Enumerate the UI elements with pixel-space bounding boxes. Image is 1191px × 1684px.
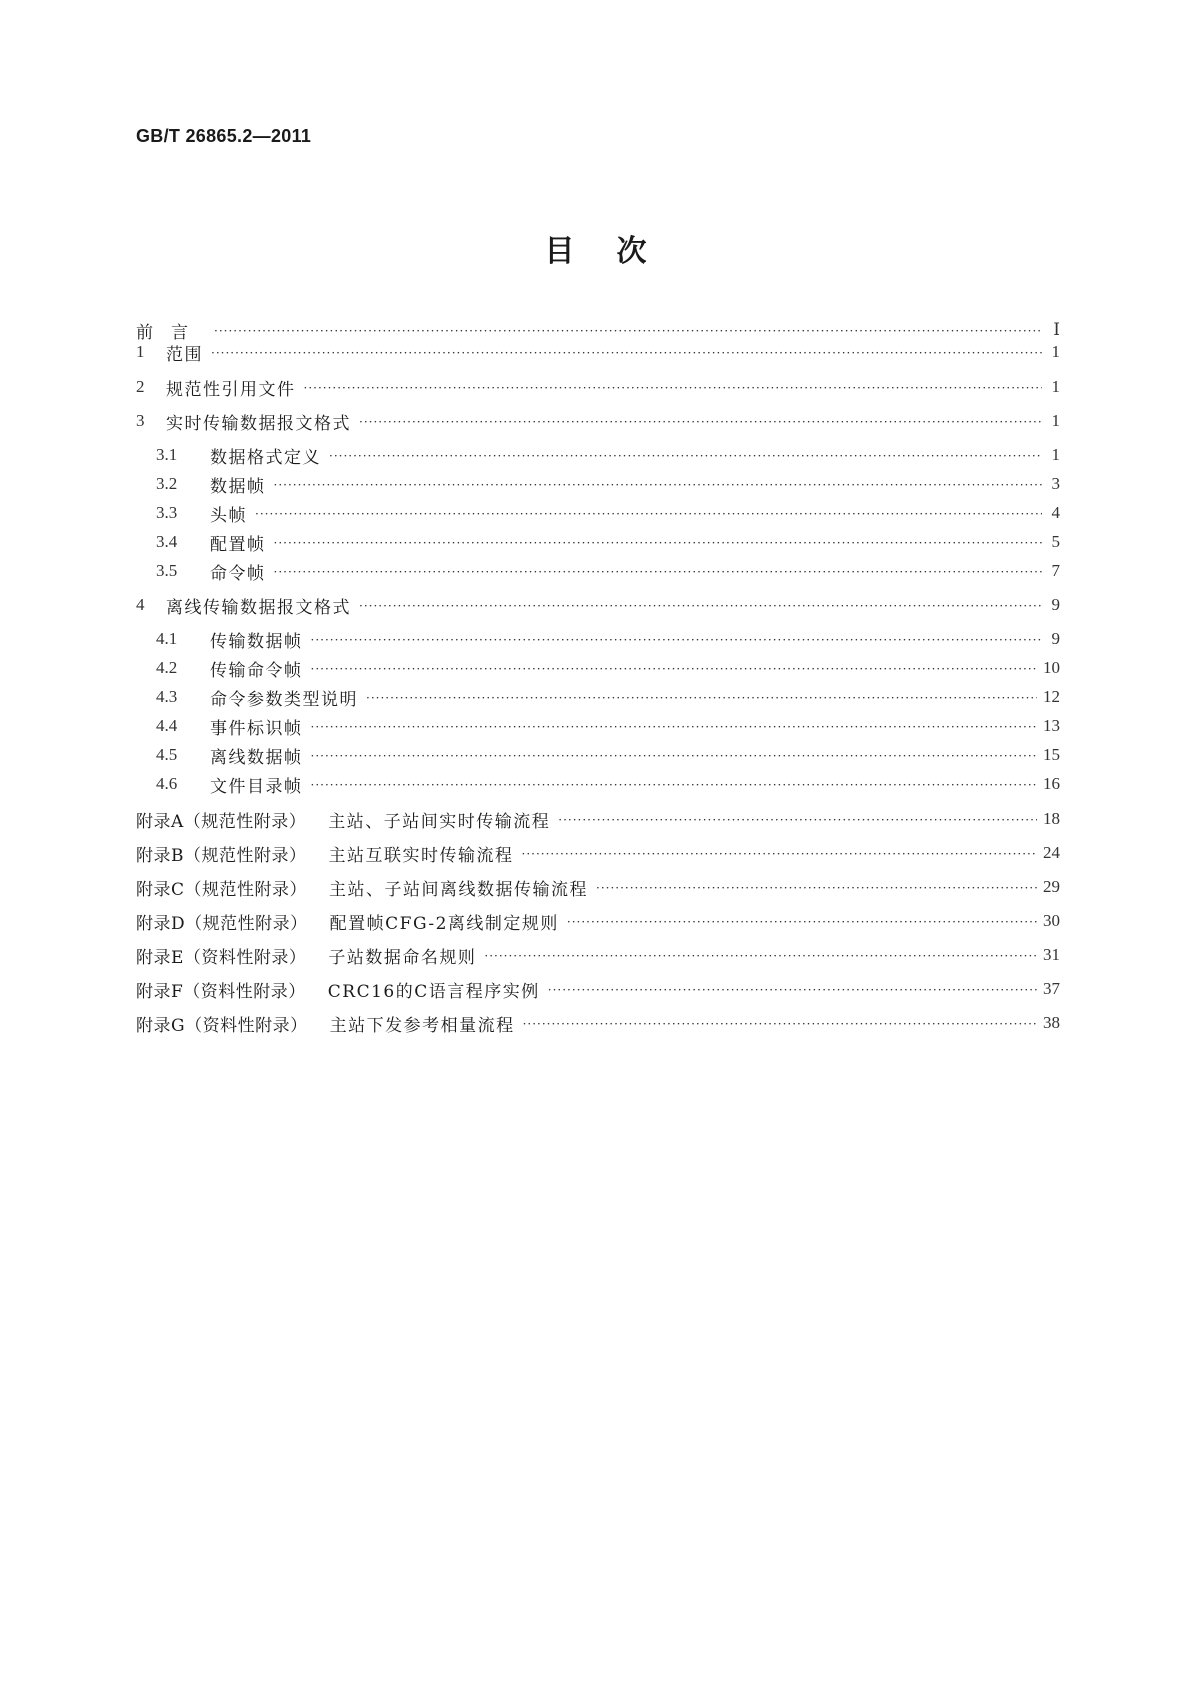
toc-entry-page: 9 <box>1051 595 1060 614</box>
dot-leader <box>558 811 1037 829</box>
page-title: 目次 <box>544 234 689 269</box>
toc-entry-4-5[interactable] <box>136 743 1060 767</box>
toc-entry-page: 12 <box>1043 687 1060 706</box>
toc-entry-label: 规范性引用文件 <box>166 379 296 400</box>
toc-entry-1[interactable] <box>136 340 1060 364</box>
toc-entry-title: 配置帧CFG-2离线制定规则 <box>329 913 559 934</box>
toc-entry-page: 18 <box>1043 809 1060 828</box>
toc-entry-label: 命令参数类型说明 <box>210 689 358 710</box>
toc-entry-title: 主站、子站间离线数据传输流程 <box>329 879 589 900</box>
toc-entry-3-3[interactable] <box>136 501 1060 525</box>
toc-entry-3-5[interactable] <box>136 559 1060 583</box>
toc-entry-appendix-b[interactable] <box>136 841 1060 865</box>
toc-entry-page: 1 <box>1051 342 1060 361</box>
dot-leader <box>548 981 1037 999</box>
dot-leader <box>311 718 1038 736</box>
dot-leader <box>274 563 1043 581</box>
toc-entry-label: 数据格式定义 <box>210 447 321 468</box>
toc-entry-3-2[interactable] <box>136 472 1060 496</box>
toc-entry-label: 文件目录帧 <box>210 776 303 797</box>
toc-entry-title: 主站互联实时传输流程 <box>328 845 514 866</box>
toc-entry-label: 附录D（规范性附录） <box>136 913 308 934</box>
toc-entry-page: Ⅰ <box>1053 320 1060 339</box>
toc-entry-page: 1 <box>1051 445 1060 464</box>
toc-entry-appendix-e[interactable] <box>136 943 1060 967</box>
toc-entry-page: 29 <box>1043 877 1060 896</box>
dot-leader <box>366 689 1037 707</box>
dot-leader <box>311 660 1038 678</box>
toc-entry-4-6[interactable] <box>136 772 1060 796</box>
dot-leader <box>359 597 1042 615</box>
toc-entry-label: 范围 <box>166 344 203 365</box>
toc-entry-page: 5 <box>1051 532 1060 551</box>
toc-entry-number: 3.1 <box>156 445 178 464</box>
toc-entry-label: 离线数据帧 <box>210 747 303 768</box>
toc-entry-appendix-d[interactable] <box>136 909 1060 933</box>
toc-entry-label: 命令帧 <box>210 563 266 584</box>
toc-entry-number: 4.5 <box>156 745 178 764</box>
toc-entry-number: 4.2 <box>156 658 178 677</box>
dot-leader <box>596 879 1037 897</box>
toc-entry-page: 1 <box>1051 377 1060 396</box>
dot-leader <box>311 747 1038 765</box>
toc-entry-number: 4.1 <box>156 629 178 648</box>
toc-entry-page: 9 <box>1051 629 1060 648</box>
toc-entry-page: 31 <box>1043 945 1060 964</box>
toc-entry-page: 3 <box>1051 474 1060 493</box>
dot-leader <box>274 534 1043 552</box>
toc-entry-page: 1 <box>1051 411 1060 430</box>
toc-entry-title: 子站数据命名规则 <box>328 947 477 968</box>
toc-entry-3-4[interactable] <box>136 530 1060 554</box>
toc-entry-appendix-c[interactable] <box>136 875 1060 899</box>
toc-entry-number: 1 <box>136 342 145 361</box>
toc-entry-4-3[interactable] <box>136 685 1060 709</box>
toc-entry-appendix-f[interactable] <box>136 977 1060 1001</box>
dot-leader <box>274 476 1043 494</box>
toc-entry-number: 3.5 <box>156 561 178 580</box>
dot-leader <box>523 1015 1037 1033</box>
toc-entry-title: CRC16的C语言程序实例 <box>327 981 540 1002</box>
toc-entry-label: 附录F（资料性附录） <box>136 981 306 1002</box>
toc-entry-label: 离线传输数据报文格式 <box>166 597 351 618</box>
toc-entry-number: 3.2 <box>156 474 178 493</box>
toc-entry-label: 头帧 <box>210 505 247 526</box>
toc-entry-3[interactable] <box>136 409 1060 433</box>
toc-entry-page: 38 <box>1043 1013 1060 1032</box>
toc-entry-number: 2 <box>136 377 145 396</box>
dot-leader <box>214 322 1042 340</box>
toc-entry-label: 配置帧 <box>210 534 266 555</box>
dot-leader <box>567 913 1037 931</box>
toc-entry-label: 附录B（规范性附录） <box>136 845 307 866</box>
toc-entry-appendix-a[interactable] <box>136 807 1060 831</box>
toc-entry-page: 4 <box>1051 503 1060 522</box>
toc-entry-foreword[interactable] <box>136 318 1060 342</box>
toc-entry-label: 附录C（规范性附录） <box>136 879 308 900</box>
dot-leader <box>329 447 1042 465</box>
toc-entry-page: 7 <box>1051 561 1060 580</box>
toc-entry-4-1[interactable] <box>136 627 1060 651</box>
toc-entry-number: 4.4 <box>156 716 178 735</box>
toc-entry-label: 实时传输数据报文格式 <box>166 413 351 434</box>
toc-entry-label: 附录A（规范性附录） <box>136 811 307 832</box>
toc-entry-number: 4 <box>136 595 145 614</box>
toc-entry-2[interactable] <box>136 375 1060 399</box>
toc-entry-number: 4.3 <box>156 687 178 706</box>
toc-entry-label: 前言 <box>136 322 206 343</box>
toc-entry-4-2[interactable] <box>136 656 1060 680</box>
dot-leader <box>255 505 1042 523</box>
toc-entry-page: 13 <box>1043 716 1060 735</box>
dot-leader <box>484 947 1037 965</box>
dot-leader <box>522 845 1038 863</box>
toc-entry-title: 主站下发参考相量流程 <box>329 1015 515 1036</box>
toc-entry-page: 15 <box>1043 745 1060 764</box>
standard-code: GB/T 26865.2—2011 <box>136 126 312 146</box>
toc-entry-page: 16 <box>1043 774 1060 793</box>
toc-entry-page: 37 <box>1043 979 1060 998</box>
toc-entry-number: 4.6 <box>156 774 178 793</box>
toc-entry-label: 传输命令帧 <box>210 660 303 681</box>
toc-entry-page: 30 <box>1043 911 1060 930</box>
toc-entry-number: 3.3 <box>156 503 178 522</box>
dot-leader <box>304 379 1043 397</box>
toc-entry-3-1[interactable] <box>136 443 1060 467</box>
toc-entry-number: 3.4 <box>156 532 178 551</box>
toc-entry-4-4[interactable] <box>136 714 1060 738</box>
toc-entry-4[interactable] <box>136 593 1060 617</box>
toc-entry-appendix-g[interactable] <box>136 1011 1060 1035</box>
toc-entry-label: 事件标识帧 <box>210 718 303 739</box>
toc-entry-title: 主站、子站间实时传输流程 <box>328 811 551 832</box>
toc-entry-page: 10 <box>1043 658 1060 677</box>
toc-entry-label: 传输数据帧 <box>210 631 303 652</box>
dot-leader <box>211 344 1042 362</box>
dot-leader <box>311 776 1038 794</box>
dot-leader <box>359 413 1042 431</box>
dot-leader <box>311 631 1043 649</box>
toc-entry-page: 24 <box>1043 843 1060 862</box>
toc-entry-label: 附录E（资料性附录） <box>136 947 307 968</box>
toc-entry-label: 附录G（资料性附录） <box>136 1015 308 1036</box>
toc-entry-number: 3 <box>136 411 145 430</box>
toc-entry-label: 数据帧 <box>210 476 266 497</box>
